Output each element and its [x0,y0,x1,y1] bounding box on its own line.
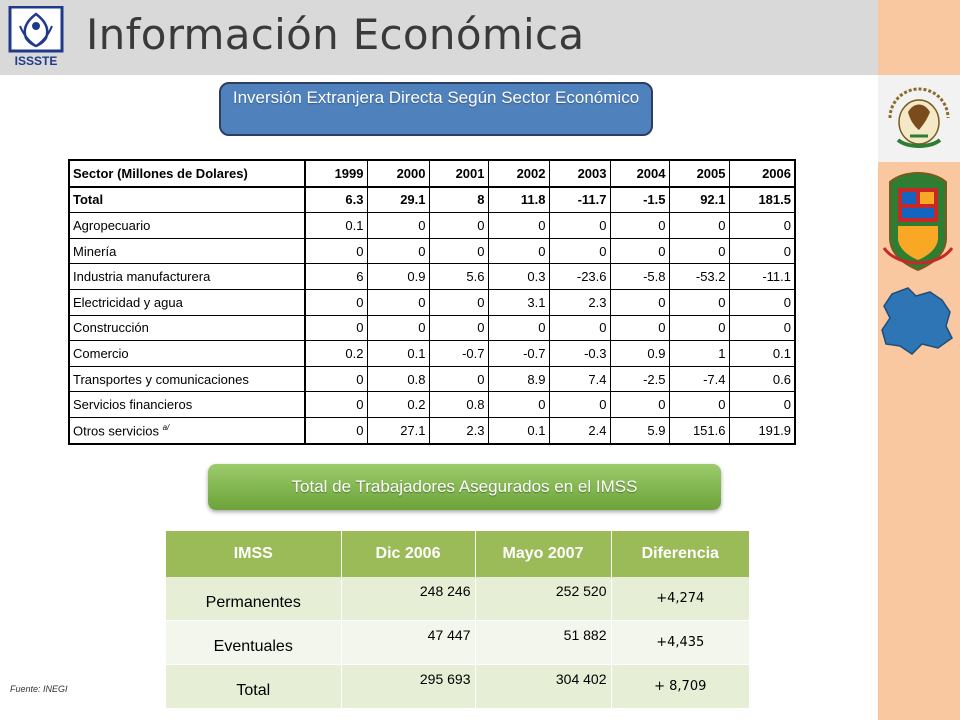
investment-value: 0.9 [367,264,429,290]
investment-value: 0 [305,289,367,315]
imss-value-dic2006: 47 447 [341,621,475,665]
investment-value: 0 [669,289,729,315]
sector-label-text: Otros servicios [73,422,159,438]
investment-value: 0 [429,213,488,239]
investment-value: 6 [305,264,367,290]
investment-value: 29.1 [367,187,429,213]
source-note: Fuente: INEGI [10,684,68,694]
investment-value: 0 [610,238,669,264]
state-map-icon [878,282,958,358]
investment-value: 0 [305,417,367,443]
footnote-marker: a/ [162,422,170,432]
investment-row [69,187,795,213]
imss-row-permanentes [166,577,749,621]
investment-value: 0 [610,392,669,418]
sector-label [69,315,305,341]
imss-row-label: Total [236,681,271,699]
investment-value: 6.3 [305,187,367,213]
investment-value: 2.3 [429,417,488,443]
sector-label-text: Agropecuario [73,217,151,233]
investment-value: 151.6 [669,417,729,443]
sector-label [69,366,305,392]
sector-header-cell: Sector (Millones de Dolares) [69,160,305,187]
investment-value: 0 [305,238,367,264]
investment-value: 1 [669,341,729,367]
imss-value-dic2006: 248 246 [341,577,475,621]
investment-value: 0 [488,315,549,341]
imss-header-cell: Diferencia [611,531,749,577]
year-header-cell: 1999 [305,160,367,187]
imss-header-cell: Dic 2006 [341,531,475,577]
sector-label-text: Comercio [73,345,129,361]
sector-label [69,238,305,264]
state-shield-icon [878,168,958,280]
imss-value-diferencia: +4,435 [611,621,749,665]
investment-value: 0 [669,213,729,239]
investment-value: -11.7 [549,187,610,213]
investment-value: 7.4 [549,366,610,392]
investment-value: -53.2 [669,264,729,290]
investment-value: 0 [610,315,669,341]
investment-value: 0 [429,238,488,264]
investment-value: 0 [549,213,610,239]
sector-label-text: Minería [73,243,117,259]
year-header-cell: 2002 [488,160,549,187]
year-header-cell: 2006 [729,160,795,187]
year-header-cell: 2000 [367,160,429,187]
investment-value: -5.8 [610,264,669,290]
investment-section-title: Inversión Extranjera Directa Según Sector Económico [219,82,653,136]
investment-value: -1.5 [610,187,669,213]
investment-value: 0 [429,289,488,315]
investment-value: 0 [488,238,549,264]
investment-value: -0.3 [549,341,610,367]
investment-value: -0.7 [429,341,488,367]
imss-header-row [166,531,749,577]
investment-value: 0 [729,315,795,341]
imss-value-diferencia: +4,274 [611,577,749,621]
investment-value: 0 [729,392,795,418]
investment-value: 11.8 [488,187,549,213]
sector-label-text: Transportes y comunicaciones [73,371,249,387]
investment-value: 0 [729,238,795,264]
investment-row [69,417,795,443]
imss-row-label: Permanentes [205,593,301,611]
investment-value: 0 [305,315,367,341]
imss-value-mayo2007: 51 882 [475,621,611,665]
sector-label [69,213,305,239]
investment-header-row [69,160,795,187]
investment-value: 0.2 [367,392,429,418]
investment-value: 0 [549,392,610,418]
year-header-cell: 2001 [429,160,488,187]
investment-value: 5.9 [610,417,669,443]
issste-logo [8,6,64,68]
investment-value: 0.1 [367,341,429,367]
investment-row [69,264,795,290]
investment-value: 0 [305,366,367,392]
sector-label-text: Servicios financieros [73,397,193,413]
investment-value: 0 [305,392,367,418]
sector-label-text: Total [73,192,104,208]
investment-value: 0 [429,315,488,341]
investment-value: -7.4 [669,366,729,392]
sector-label [69,392,305,418]
sector-label [69,289,305,315]
investment-row [69,238,795,264]
investment-row [69,315,795,341]
investment-row [69,366,795,392]
svg-text:ISSSTE: ISSSTE [14,54,58,68]
imss-value-dic2006: 295 693 [341,665,475,709]
imss-table [166,531,749,709]
investment-value: 2.3 [549,289,610,315]
investment-value: 8 [429,187,488,213]
investment-value: 92.1 [669,187,729,213]
investment-value: 0.8 [429,392,488,418]
investment-value: 0 [669,238,729,264]
year-header-cell: 2005 [669,160,729,187]
sector-label [69,264,305,290]
investment-value: -0.7 [488,341,549,367]
investment-value: 191.9 [729,417,795,443]
investment-value: 0.1 [729,341,795,367]
investment-value: 0 [429,366,488,392]
investment-value: 8.9 [488,366,549,392]
investment-value: 0.1 [488,417,549,443]
investment-value: 181.5 [729,187,795,213]
year-header-cell: 2004 [610,160,669,187]
imss-header-cell: Mayo 2007 [475,531,611,577]
sector-label [69,187,305,213]
workers-section-title: Total de Trabajadores Asegurados en el IMSS [208,464,721,510]
investment-value: 0 [610,213,669,239]
investment-value: 0.9 [610,341,669,367]
investment-row [69,341,795,367]
mexico-coat-of-arms-icon [880,78,958,160]
imss-value-diferencia: + 8,709 [611,665,749,709]
investment-value: 0 [367,289,429,315]
imss-header-cell: IMSS [166,531,341,577]
investment-value: 0 [488,392,549,418]
investment-row [69,289,795,315]
sector-label [69,341,305,367]
imss-row-total [166,665,749,709]
investment-value: 0.1 [305,213,367,239]
investment-value: 5.6 [429,264,488,290]
investment-value: 0.2 [305,341,367,367]
investment-value: 0 [549,238,610,264]
imss-value-mayo2007: 252 520 [475,577,611,621]
investment-value: 0 [729,289,795,315]
investment-row [69,392,795,418]
investment-row [69,213,795,239]
investment-value: 27.1 [367,417,429,443]
investment-value: -11.1 [729,264,795,290]
investment-value: 0 [367,213,429,239]
investment-value: 2.4 [549,417,610,443]
investment-value: 0 [610,289,669,315]
sector-label-text: Industria manufacturera [73,269,211,285]
investment-value: 0 [549,315,610,341]
investment-table [68,159,796,445]
investment-value: 0 [669,315,729,341]
year-header-cell: 2003 [549,160,610,187]
imss-row-label: Eventuales [213,637,293,655]
investment-value: 3.1 [488,289,549,315]
investment-value: 0 [488,213,549,239]
sector-label-text: Electricidad y agua [73,294,183,310]
investment-value: 0.6 [729,366,795,392]
investment-value: -2.5 [610,366,669,392]
page-title: Información Económica [86,10,585,59]
investment-value: 0.3 [488,264,549,290]
imss-row-eventuales [166,621,749,665]
investment-value: 0 [367,315,429,341]
investment-value: 0 [729,213,795,239]
imss-value-mayo2007: 304 402 [475,665,611,709]
sector-label [69,417,305,443]
investment-value: 0.8 [367,366,429,392]
investment-value: 0 [367,238,429,264]
sector-label-text: Construcción [73,320,149,336]
investment-value: -23.6 [549,264,610,290]
investment-value: 0 [669,392,729,418]
